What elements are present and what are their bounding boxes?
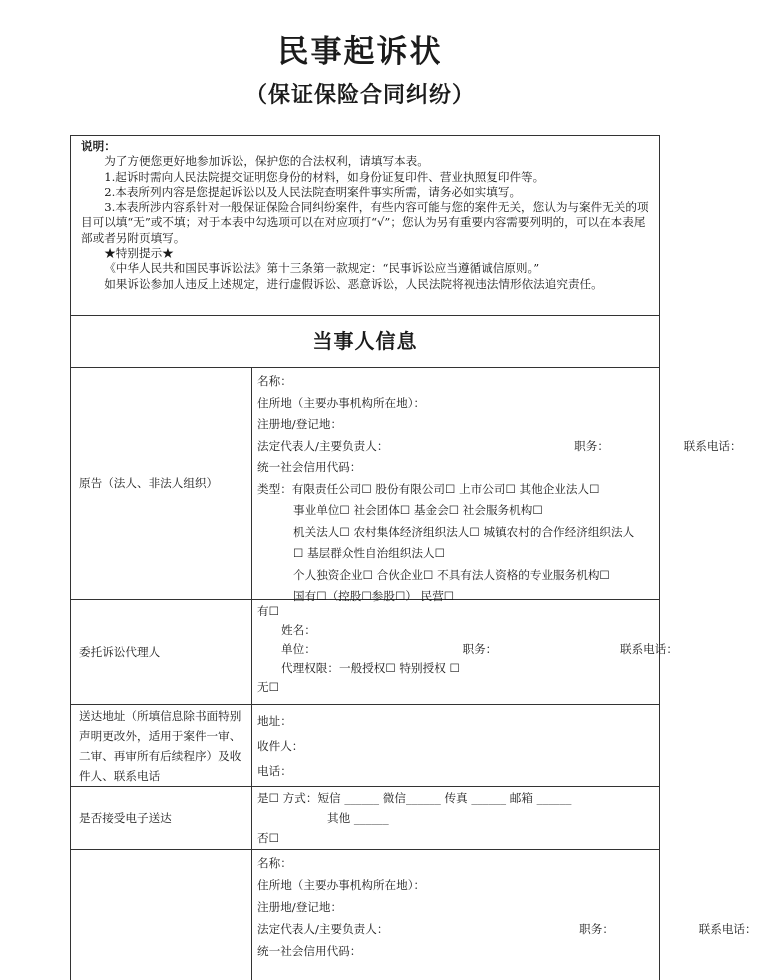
defendant-row [70,850,757,980]
plaintiff-label: 原告（法人、非法人组织） [71,368,252,599]
instruction-item-1: 1.起诉时需向人民法院提交证明您身份的材料，如身份证复印件、营业执照复印件等。 [104,169,545,184]
defendant-label [71,850,252,980]
agent-unit-field[interactable]: 单位： [281,642,316,656]
defendant-phone-field[interactable]: 联系电话： [698,922,757,936]
plaintiff-legal-rep-field[interactable]: 法定代表人/主要负责人： [257,438,389,453]
delivery-address-field[interactable]: 地址： [257,714,292,728]
legal-warning: 如果诉讼参加人违反上述规定，进行虚假诉讼、恶意诉讼，人民法院将视违法情形依法追究责任。 [104,276,603,291]
document-subtitle: （保证保险合同纠纷） [244,82,475,108]
plaintiff-credit-code-field[interactable]: 统一社会信用代码： [257,460,362,474]
agent-authority-options[interactable]: 代理权限：一般授权☐ 特别授权 ☐ [281,661,460,675]
electronic-delivery-no-checkbox[interactable]: 否☐ [257,831,279,845]
section-header: 当事人信息 [70,315,660,368]
defendant-credit-code-field[interactable]: 统一社会信用代码： [257,944,362,958]
delivery-row [70,705,660,787]
delivery-fields [252,705,659,786]
instruction-item-3: 3.本表所涉内容系针对一般保证保险合同纠纷案件，有些内容可能与您的案件无关，您认为与案件无关的项目可以填“无”或不填；对于本表中勾选项可以在对应项打“√”；您认为另有重要内容需要列明的，可以在本表尾部或者另附页填写。 [81,200,649,245]
electronic-delivery-fields [252,787,659,849]
agent-phone-field[interactable]: 联系电话： [619,642,678,656]
instructions-intro: 为了方便您更好地参加诉讼，保护您的合法权利，请填写本表。 [104,154,429,169]
defendant-registered-field[interactable]: 注册地/登记地： [257,900,343,914]
electronic-delivery-methods[interactable]: 是☐ 方式：短信 ______ 微信______ 传真 ______ 邮箱 ______ [257,791,572,805]
instructions-box [70,135,660,316]
defendant-address-field[interactable]: 住所地（主要办事机构所在地）： [257,878,426,892]
document-title: 民事起诉状 [277,34,443,70]
plaintiff-type-line-3[interactable]: 机关法人☐ 农村集体经济组织法人☐ 城镇农村的合作经济组织法人 [293,524,635,539]
defendant-fields [252,850,757,980]
plaintiff-type-line-1[interactable]: 类型：有限责任公司☐ 股份有限公司☐ 上市公司☐ 其他企业法人☐ [257,481,600,496]
defendant-legal-rep-field[interactable]: 法定代表人/主要负责人： [257,922,389,936]
plaintiff-phone-field[interactable]: 联系电话： [683,438,742,453]
delivery-recipient-field[interactable]: 收件人： [257,739,304,753]
plaintiff-type-line-2[interactable]: 事业单位☐ 社会团体☐ 基金会☐ 社会服务机构☐ [293,503,543,517]
plaintiff-legal-rep-line [257,436,742,458]
defendant-name-field[interactable]: 名称： [257,856,292,870]
instruction-item-2: 2.本表所列内容是您提起诉讼以及人民法院查明案件事实所需，请务必如实填写。 [104,184,522,199]
agent-unit-line [257,640,678,659]
plaintiff-fields [252,368,742,603]
agent-yes-checkbox[interactable]: 有☐ [257,604,279,618]
special-notice-heading: ★特别提示★ [104,246,174,261]
plaintiff-registered-field[interactable]: 注册地/登记地： [257,417,343,431]
electronic-delivery-other[interactable]: 其他 ______ [327,811,389,825]
instructions-heading: 说明： [81,139,116,153]
plaintiff-address-field[interactable]: 住所地（主要办事机构所在地）： [257,395,426,410]
plaintiff-position-field[interactable]: 职务： [574,438,609,453]
delivery-phone-field[interactable]: 电话： [257,764,292,778]
plaintiff-type-line-6[interactable]: 国有☐（控股☐参股☐） 民营☐ [293,589,455,603]
defendant-position-field[interactable]: 职务： [579,922,614,936]
electronic-delivery-label: 是否接受电子送达 [71,787,252,849]
agent-label: 委托诉讼代理人 [71,600,252,704]
defendant-legal-rep-line [257,918,757,940]
plaintiff-type-line-4[interactable]: ☐ 基层群众性自治组织法人☐ [293,546,446,560]
plaintiff-row [70,368,742,603]
agent-fields [252,600,678,704]
agent-row [70,600,678,705]
law-quote: 《中华人民共和国民事诉讼法》第十三条第一款规定：“民事诉讼应当遵循诚信原则。” [104,261,540,276]
plaintiff-name-field[interactable]: 名称： [257,374,292,388]
agent-position-field[interactable]: 职务： [462,642,498,656]
electronic-delivery-row [70,787,660,850]
agent-no-checkbox[interactable]: 无☐ [257,680,279,694]
plaintiff-type-line-5[interactable]: 个人独资企业☐ 合伙企业☐ 不具有法人资格的专业服务机构☐ [293,567,610,582]
delivery-label: 送达地址（所填信息除书面特别声明更改外，适用于案件一审、二审、再审所有后续程序）及收件人、联系电话 [71,705,252,786]
agent-name-field[interactable]: 姓名： [281,623,316,637]
